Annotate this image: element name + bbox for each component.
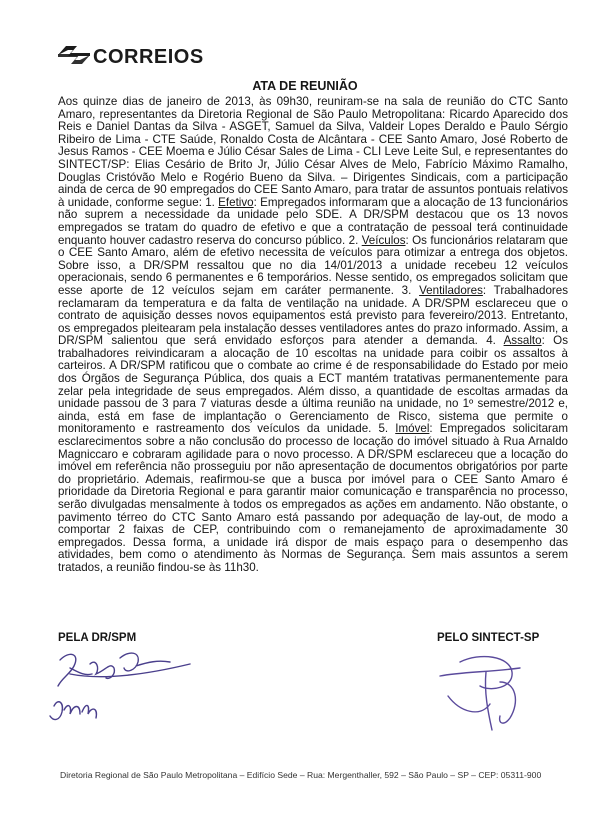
handwritten-signature-left bbox=[40, 640, 200, 735]
signature-label-dr-spm: PELA DR/SPM bbox=[58, 632, 137, 644]
meeting-minutes-text bbox=[58, 96, 568, 575]
paragraph-assalto: : Os trabalhadores reivindicaram a alocação de 10 escoltas na unidade para coibir os assaltos à carteiros. A DR/SPM ratificou que o combate ao crime é de responsabilidade do Estado por meio dos Órgãos de Segurança Pública, dos quais a ECT mantém tratativas permanentemente para zelar pela integridade de seus empregados. Além disso, a quantidade de escoltas armadas da unidade passou de 3 para 7 viaturas desde a última reunião na unidade, no 1º semestre/2012 e, ainda, está em fase de implantação o Gerenciamento de Risco, sistema que permite o monitoramento e rastreamento dos veículos da unidade. 5. bbox=[58, 334, 568, 436]
page-footer: Diretoria Regional de São Paulo Metropolitana – Edifício Sede – Rua: Mergenthaller, 592 – São Paulo – SP – CEP: 05311-900 bbox=[60, 770, 542, 780]
paragraph-efetivo: : Empregados informaram que a alocação de 13 funcionários não suprem a necessidade da unidade pelo SDE. A DR/SPM destacou que os 13 novos empregados se tratam do quadro de efetivo e que a contratação de pessoal terá continuidade enquanto houver cadastro reserva do concurso público. 2. bbox=[58, 195, 568, 247]
paragraph-veiculos: : Os funcionários relataram que o CEE Santo Amaro, além de efetivo necessita de veículos para otimizar a entrega dos objetos. Sobre isso, a DR/SPM ressaltou que no dia 14/01/2013 a unidade recebeu 12 veículos operacionais, sendo 6 permanentes e 6 temporários. Nesse sentido, os empregados solicitam que esse aporte de 12 veículos sejam em caráter permanente. 3. bbox=[58, 233, 568, 297]
signature-label-sintect-sp: PELO SINTECT-SP bbox=[437, 632, 540, 644]
handwritten-signature-right bbox=[420, 642, 550, 742]
topic-efetivo: Efetivo bbox=[218, 195, 254, 209]
paragraph-intro: Aos quinze dias de janeiro de 2013, às 09h30, reuniram-se na sala de reunião do CTC Santo Amaro, representantes da Diretoria Regional de São Paulo Metropolitana: Ricardo Aparecido dos Reis e Daniel Dantas da Silva - ASGET, Samuel da Silva, Valdeir Lopes Deraldo e Paulo Sérgio Ribeiro de Lima - CTE Saúde, Ronaldo Costa de Alcântara - CEE Santo Amaro, José Roberto de Jesus Ramos - CEE Moema e Júlio César Sales de Lima - CLI Leve Leite Sul, e representantes do SINTECT/SP: Elias Cesário de Brito Jr, Júlio César Alves de Melo, Fabrício Máximo Ramalho, Douglas Cristóvão Melo e Rogério Bueno da Silva. – Dirigentes Sindicais, com a participação ainda de cerca de 90 empregados do CEE Santo Amaro, para tratar de assuntos pontuais relativos à unidade, conforme segue: 1. bbox=[58, 95, 568, 209]
topic-veiculos: Veículos bbox=[361, 233, 406, 247]
correios-wordmark: CORREIOS bbox=[93, 46, 204, 68]
correios-arrows-icon bbox=[57, 42, 91, 68]
document-title: ATA DE REUNIÃO bbox=[252, 79, 358, 93]
topic-assalto: Assalto bbox=[503, 334, 542, 348]
correios-logo bbox=[57, 40, 204, 74]
topic-imovel: Imóvel bbox=[395, 422, 430, 436]
paragraph-ventiladores: : Trabalhadores reclamaram da temperatura e da falta de ventilação na unidade. A DR/SPM esclareceu que o contrato de aquisição desses novos equipamentos está previsto para fevereiro/2013. Entretanto, os empregados pleitearam pela instalação desses ventiladores antes do prazo informado. Assim, a DR/SPM salientou que será envidado esforços para atender a demanda. 4. bbox=[58, 283, 568, 348]
topic-ventiladores: Ventiladores bbox=[419, 283, 483, 297]
paragraph-imovel: : Empregados solicitaram esclarecimentos sobre a não conclusão do processo de locação do imóvel situado à Rua Arnaldo Magniccaro e cobraram agilidade para o novo processo. A DR/SPM esclareceu que a locação do imóvel em referência não prosseguiu por não apresentação de documentos obrigatórios por parte do proprietário. Ademais, reafirmou-se que a busca por imóvel para o CEE Santo Amaro é prioridade da Diretoria Regional e para garantir maior comunicação e transparência no processo, serão divulgadas mensalmente à todos os empregados as ações em andamento. Não obstante, o pavimento térreo do CTC Santo Amaro está passando por adequação de lay-out, de modo a comportar 2 faixas de CEP, contribuindo com o remanejamento de aproximadamente 30 empregados. Dessa forma, a unidade irá dispor de mais espaço para o desempenho das atividades, bem como o atendimento às Normas de Segurança. Sem mais assuntos a serem tratados, a reunião findou-se às 11h30. bbox=[58, 422, 568, 574]
